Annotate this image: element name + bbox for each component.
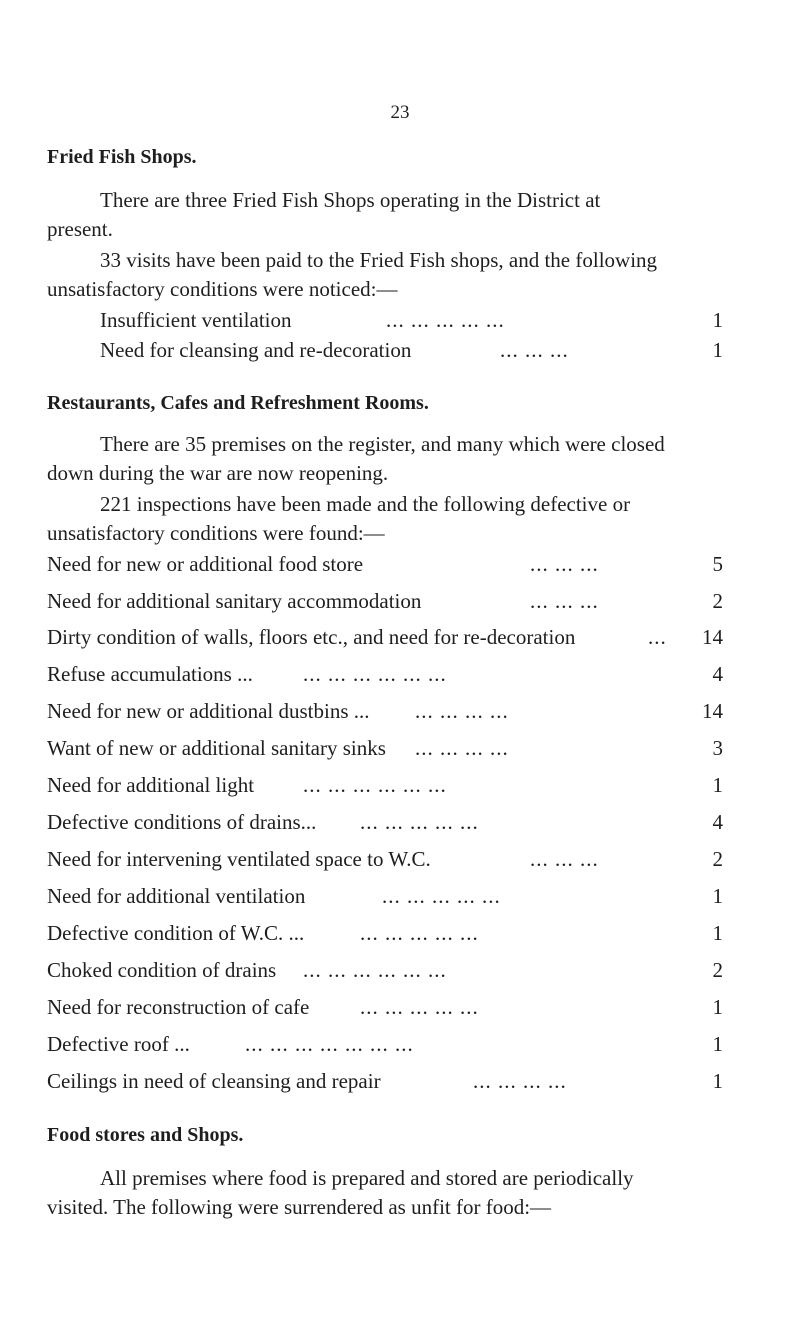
item-label: Need for cleansing and re-decoration [100, 338, 412, 362]
restaurants-para-1 [47, 430, 723, 488]
item-label: Need for additional sanitary accommodation [47, 589, 422, 613]
item-leader-dots: ... ... ... ... [415, 736, 509, 760]
fried-fish-para-2 [47, 246, 723, 304]
item-count: 2 [712, 847, 723, 871]
item-count: 3 [712, 736, 723, 760]
item-leader-dots: ... ... ... [500, 338, 569, 362]
item-count: 2 [712, 958, 723, 982]
item-label: Ceilings in need of cleansing and repair [47, 1069, 381, 1093]
item-label: Refuse accumulations ... [47, 662, 253, 686]
restaurant-item [47, 622, 723, 652]
fried-fish-para-1 [47, 186, 723, 244]
restaurants-para-2-line-1: 221 inspections have been made and the following defective or [100, 492, 631, 516]
item-leader-dots: ... ... ... ... ... ... [303, 958, 447, 982]
fried-fish-para-1-line-2: present. [47, 217, 113, 241]
item-leader-dots: ... ... ... ... ... [360, 921, 479, 945]
item-count: 1 [712, 1069, 723, 1093]
item-count: 14 [702, 625, 723, 649]
item-label: Insufficient ventilation [100, 308, 292, 332]
fried-fish-para-1-line-1: There are three Fried Fish Shops operating in the District at [100, 188, 601, 212]
item-label: Defective condition of W.C. ... [47, 921, 305, 945]
item-count: 2 [712, 589, 723, 613]
restaurant-item [47, 807, 723, 837]
restaurant-item [47, 733, 723, 763]
item-leader-dots: ... [648, 625, 667, 649]
restaurants-heading: Restaurants, Cafes and Refreshment Rooms. [47, 392, 429, 414]
food-stores-para-1 [47, 1164, 723, 1222]
item-leader-dots: ... ... ... [530, 552, 599, 576]
item-leader-dots: ... ... ... [530, 589, 599, 613]
item-label: Need for additional ventilation [47, 884, 306, 908]
restaurants-para-2-line-2: unsatisfactory conditions were found:— [47, 521, 385, 545]
fried-fish-item [100, 335, 723, 365]
restaurant-item [47, 696, 723, 726]
restaurants-para-1-line-2: down during the war are now reopening. [47, 461, 389, 485]
restaurant-item [47, 1066, 723, 1096]
item-count: 14 [702, 699, 723, 723]
restaurant-item [47, 549, 723, 579]
item-count: 1 [712, 921, 723, 945]
restaurant-item [47, 659, 723, 689]
item-label: Defective conditions of drains... [47, 810, 317, 834]
restaurant-item [47, 1029, 723, 1059]
restaurants-para-2 [47, 490, 723, 548]
page-number: 23 [390, 102, 410, 123]
fried-fish-heading: Fried Fish Shops. [47, 146, 197, 168]
fried-fish-item [100, 305, 723, 335]
item-label: Dirty condition of walls, floors etc., and need for re-decoration [47, 625, 576, 649]
item-leader-dots: ... ... ... ... [415, 699, 509, 723]
food-stores-para-1-line-2: visited. The following were surrendered as unfit for food:— [47, 1195, 552, 1219]
restaurant-item [47, 844, 723, 874]
item-label: Choked condition of drains [47, 958, 277, 982]
fried-fish-para-2-line-2: unsatisfactory conditions were noticed:— [47, 277, 398, 301]
item-leader-dots: ... ... ... [530, 847, 599, 871]
restaurant-item [47, 770, 723, 800]
item-label: Need for intervening ventilated space to W.C. [47, 847, 431, 871]
food-stores-heading: Food stores and Shops. [47, 1124, 244, 1146]
item-count: 1 [712, 884, 723, 908]
item-count: 4 [712, 662, 723, 686]
item-count: 1 [712, 308, 723, 332]
item-count: 5 [712, 552, 723, 576]
fried-fish-para-2-line-1: 33 visits have been paid to the Fried Fish shops, and the following [100, 248, 658, 272]
item-label: Need for new or additional food store [47, 552, 364, 576]
restaurant-item [47, 992, 723, 1022]
item-label: Need for reconstruction of cafe [47, 995, 310, 1019]
item-leader-dots: ... ... ... ... [473, 1069, 567, 1093]
item-leader-dots: ... ... ... ... ... [360, 995, 479, 1019]
restaurant-item [47, 881, 723, 911]
item-label: Want of new or additional sanitary sinks [47, 736, 386, 760]
item-count: 1 [712, 995, 723, 1019]
restaurant-item [47, 918, 723, 948]
item-leader-dots: ... ... ... ... ... ... [303, 662, 447, 686]
item-count: 1 [712, 773, 723, 797]
item-count: 1 [712, 338, 723, 362]
item-count: 4 [712, 810, 723, 834]
item-label: Need for new or additional dustbins ... [47, 699, 370, 723]
item-leader-dots: ... ... ... ... ... [360, 810, 479, 834]
restaurant-item [47, 955, 723, 985]
item-leader-dots: ... ... ... ... ... ... ... [245, 1032, 414, 1056]
item-leader-dots: ... ... ... ... ... [386, 308, 505, 332]
item-count: 1 [712, 1032, 723, 1056]
restaurant-item [47, 586, 723, 616]
restaurants-para-1-line-1: There are 35 premises on the register, and many which were closed [100, 432, 665, 456]
food-stores-para-1-line-1: All premises where food is prepared and stored are periodically [100, 1166, 634, 1190]
item-leader-dots: ... ... ... ... ... ... [303, 773, 447, 797]
item-label: Need for additional light [47, 773, 255, 797]
item-label: Defective roof ... [47, 1032, 190, 1056]
item-leader-dots: ... ... ... ... ... [382, 884, 501, 908]
